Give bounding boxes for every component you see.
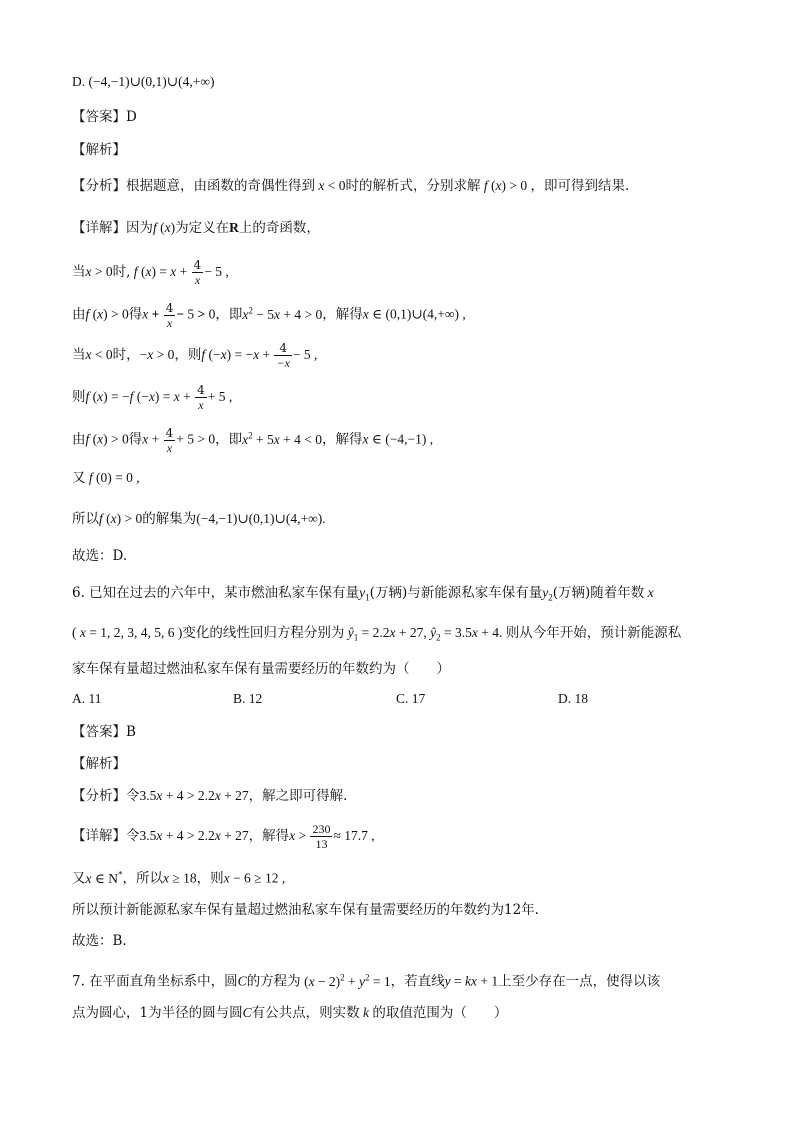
q7-line-1 bbox=[72, 967, 660, 992]
q6-option-c: C. 17 bbox=[396, 691, 426, 706]
prev-fenxi bbox=[72, 176, 629, 196]
text-seg: ，即 bbox=[215, 431, 243, 448]
math: x − 6 ≥ 12 , bbox=[223, 870, 286, 886]
prev-option-d-text: D. (−4,−1)∪(0,1)∪(4,+∞) bbox=[72, 74, 215, 89]
q6-fenxi bbox=[72, 786, 347, 806]
text-seg: 7. 在平面直角坐标系中，圆 bbox=[72, 973, 238, 990]
text-seg: 当 bbox=[72, 264, 86, 280]
q6-line-2 bbox=[72, 623, 681, 648]
step-1 bbox=[72, 258, 229, 287]
text-seg: 又 bbox=[72, 470, 86, 486]
text-seg: ，则 bbox=[196, 870, 224, 887]
text-seg: 得 bbox=[128, 306, 143, 323]
text-seg: 所以 bbox=[72, 511, 99, 527]
prev-xiangjie bbox=[72, 218, 320, 238]
fraction: $\frac{230}{13}$ bbox=[312, 822, 331, 851]
math: $(x - 2)^2 + y^2 = 1$ bbox=[300, 972, 391, 989]
math: f (0) = 0 , bbox=[88, 470, 140, 485]
math: f (x) > 0 bbox=[85, 306, 129, 322]
q6-line-1 bbox=[72, 583, 654, 608]
text-seg: 【分析】令 bbox=[72, 788, 140, 804]
fraction: $\frac{4}{x}$ bbox=[165, 425, 174, 455]
text-seg: 则从今年开始，预计新能源私 bbox=[505, 625, 682, 641]
math: $y_1$ bbox=[359, 585, 370, 603]
math: x ∈ N* bbox=[85, 869, 123, 886]
text-seg: 有公共点，则实数 bbox=[251, 1005, 360, 1021]
math: x + bbox=[142, 431, 163, 447]
q6-line-3: 家车保有量超过燃油私家车保有量需要经历的年数约为（ ） bbox=[72, 661, 450, 677]
text-seg: ，即 bbox=[215, 306, 243, 323]
math: x > 0 bbox=[85, 264, 113, 279]
prev-option-d bbox=[72, 72, 214, 92]
text-seg: ，则 bbox=[174, 347, 202, 363]
text-seg: 【详解】令 bbox=[72, 828, 140, 844]
math: x bbox=[644, 585, 654, 600]
math: C bbox=[242, 1005, 252, 1020]
text-seg: 6. 已知在过去的六年中，某市燃油私家车保有量 bbox=[72, 585, 360, 601]
math: $x^2 - 5x + 4 > 0$ bbox=[242, 305, 323, 322]
math: x ≥ 18 bbox=[163, 870, 197, 886]
text-seg: 为定义在 bbox=[175, 220, 230, 236]
text-seg: ，若直线 bbox=[390, 973, 445, 990]
math: R bbox=[229, 220, 239, 235]
text-seg: ，解得 bbox=[321, 431, 363, 448]
math: f (x) > 0 bbox=[483, 178, 531, 193]
math: x ∈ (−4,−1) , bbox=[362, 431, 434, 447]
math: − 5 , bbox=[204, 264, 229, 279]
math: f (x) = x + bbox=[133, 264, 191, 279]
fraction: $\frac{4}{x}$ bbox=[193, 258, 202, 287]
math: 3.5x + 4 > 2.2x + 27 bbox=[139, 828, 249, 843]
math: 3.5x + 4 > 2.2x + 27 bbox=[139, 788, 249, 803]
prev-guxuan: 故选：D. bbox=[72, 548, 128, 564]
math: f (x) > 0 bbox=[99, 511, 143, 526]
math: ≈ 17.7 , bbox=[333, 828, 375, 843]
math: −x > 0 bbox=[139, 347, 175, 362]
text-seg: ，即可得到结果. bbox=[530, 178, 630, 194]
fraction: $\frac{4}{-x}$ bbox=[276, 341, 290, 370]
q6-xiangjie bbox=[72, 822, 375, 851]
text-seg: ，解得 bbox=[248, 828, 290, 844]
q6-guxuan: 故选：B. bbox=[72, 933, 127, 949]
text-seg: 的解集为 bbox=[142, 511, 197, 527]
text-seg: 的取值范围为（ ） bbox=[372, 1005, 508, 1021]
text-seg: 上的奇函数， bbox=[238, 220, 320, 236]
math: + 5 , bbox=[207, 389, 233, 404]
q6-option-a: A. 11 bbox=[72, 691, 102, 706]
fraction: $\frac{4}{x}$ bbox=[165, 300, 174, 330]
text-seg: 时， bbox=[112, 347, 140, 363]
text-seg: (万辆)随着年数 bbox=[552, 585, 645, 601]
math: f (−x) = −x + bbox=[201, 347, 274, 362]
text-seg: 由 bbox=[72, 306, 86, 323]
prev-answer: 【答案】D bbox=[72, 109, 137, 125]
math: f (x) bbox=[153, 220, 176, 235]
text-seg: ，解得 bbox=[322, 306, 363, 323]
prev-jiexi: 【解析】 bbox=[72, 142, 126, 158]
step-4 bbox=[72, 383, 232, 412]
math: − 5 > 0 bbox=[176, 306, 216, 322]
q6-answer: 【答案】B bbox=[72, 724, 136, 740]
math: y = kx + 1 bbox=[444, 973, 499, 989]
text-seg: 的方程为 bbox=[246, 973, 301, 990]
text-seg: 又 bbox=[72, 870, 86, 887]
q6-conclusion: 所以预计新能源私家车保有量超过燃油私家车保有量需要经历的年数约为12年. bbox=[72, 902, 539, 918]
math: x > bbox=[289, 828, 310, 843]
text-seg: 【详解】因为 bbox=[72, 220, 153, 236]
fraction: $\frac{4}{x}$ bbox=[197, 383, 205, 412]
text-seg: 由 bbox=[72, 431, 86, 448]
q6-option-d: D. 18 bbox=[558, 691, 588, 706]
text-seg: 当 bbox=[72, 347, 86, 363]
text-seg: 点为圆心，1为半径的圆与圆 bbox=[72, 1005, 243, 1021]
text-seg: 上至少存在一点，使得以该 bbox=[498, 973, 661, 990]
math: C bbox=[237, 973, 247, 989]
text-seg: 时的解析式，分别求解 bbox=[345, 178, 481, 194]
step-5 bbox=[72, 425, 433, 455]
text-seg: 则 bbox=[72, 389, 86, 405]
math: x + bbox=[142, 306, 160, 322]
math: < 0 bbox=[324, 178, 346, 193]
math: f (x) > 0 bbox=[85, 431, 129, 447]
math: x < 0 bbox=[85, 347, 113, 362]
step-6 bbox=[72, 468, 140, 488]
q6-you bbox=[72, 864, 285, 889]
text-seg: 时, bbox=[112, 264, 131, 280]
math: + 5 > 0 bbox=[176, 431, 216, 447]
step-7 bbox=[72, 509, 326, 529]
text-seg: ，所以 bbox=[122, 870, 163, 887]
math: (−4,−1)∪(0,1)∪(4,+∞). bbox=[196, 511, 326, 526]
text-seg: 得 bbox=[128, 431, 143, 448]
math: k bbox=[359, 1005, 373, 1020]
text-seg: ，解之即可得解. bbox=[248, 788, 348, 804]
step-3 bbox=[72, 341, 317, 370]
math: x ∈ (0,1)∪(4,+∞) , bbox=[362, 306, 466, 322]
q6-jiexi: 【解析】 bbox=[72, 756, 126, 772]
q7-line-2 bbox=[72, 1003, 507, 1023]
step-2 bbox=[72, 300, 466, 330]
text-seg: 【分析】根据题意，由函数的奇偶性得到 bbox=[72, 178, 315, 194]
math: x bbox=[315, 178, 325, 193]
math: $x^2 + 5x + 4 < 0$ bbox=[242, 430, 322, 447]
math: − 5 , bbox=[292, 347, 318, 362]
math: ( x = 1, 2, 3, 4, 5, 6 ) bbox=[72, 625, 183, 640]
text-seg: (万辆)与新能源私家车保有量 bbox=[369, 585, 543, 601]
math: $ŷ_1 = 2.2x + 27$, $ŷ_2 = 3.5x + 4$. bbox=[347, 625, 506, 643]
math: $y_2$ bbox=[542, 585, 553, 603]
math: f (x) = −f (−x) = x + bbox=[85, 389, 195, 404]
text-seg: 变化的线性回归方程分别为 bbox=[182, 625, 345, 641]
q6-option-b: B. 12 bbox=[233, 691, 263, 706]
